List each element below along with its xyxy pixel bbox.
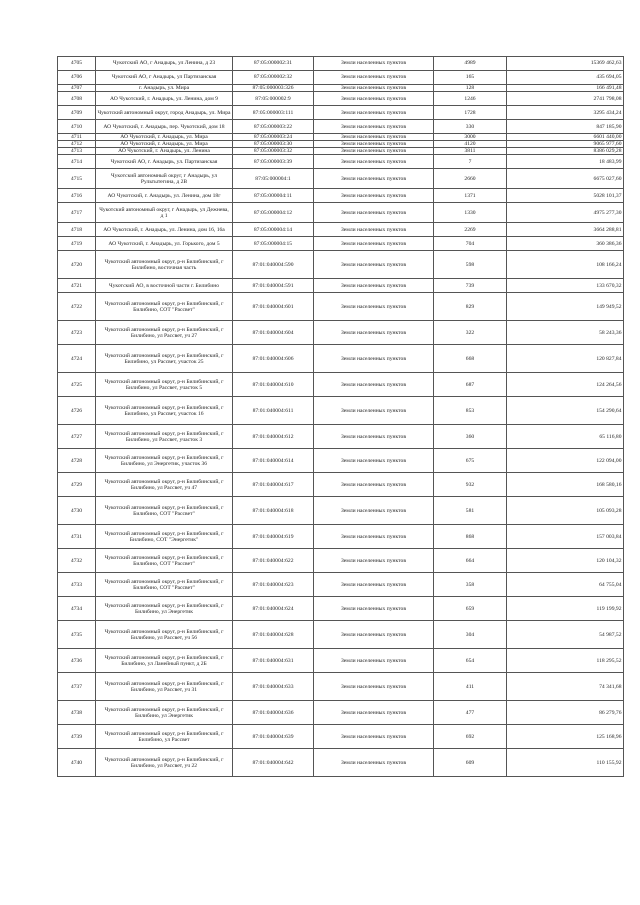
cell-area: 411 <box>434 673 507 701</box>
table-row <box>58 92 624 106</box>
cell-cadastral-value: 120 104,32 <box>507 549 624 573</box>
table-row <box>58 141 624 148</box>
cell-cadastral-number: 87:01:040004:633 <box>233 673 314 701</box>
cell-cadastral-number: 87:01:040004:591 <box>233 279 314 293</box>
cell-address: Чукотский автономный округ, р-н Билибинский, г Билибино, ул Ланейный пункт, д 2Б <box>96 649 233 673</box>
cell-row-number: 4731 <box>58 525 96 549</box>
cell-row-number: 4722 <box>58 293 96 321</box>
table-row <box>58 397 624 425</box>
cell-address: Чукотский АО, г Анадырь, ул Ленина, д 23 <box>96 57 233 71</box>
cell-address: Чукотский автономный округ, р-н Билибинский, г Билибино, ул Энергетик, участок 36 <box>96 449 233 473</box>
cell-land-category: Земли населенных пунктов <box>314 573 434 597</box>
cell-address: Чукотский автономный округ, р-н Билибинский, г Билибино, ул Рассвет, участок 5 <box>96 373 233 397</box>
cell-cadastral-number: 87:01:040004:642 <box>233 749 314 777</box>
cell-land-category: Земли населенных пунктов <box>314 345 434 373</box>
cell-area: 4989 <box>434 57 507 71</box>
cell-land-category: Земли населенных пунктов <box>314 203 434 223</box>
cell-area: 868 <box>434 525 507 549</box>
cell-cadastral-value: 133 670,32 <box>507 279 624 293</box>
cell-cadastral-value: 86 279,76 <box>507 701 624 725</box>
cell-cadastral-value: 119 199,92 <box>507 597 624 621</box>
cell-land-category: Земли населенных пунктов <box>314 425 434 449</box>
cell-area: 675 <box>434 449 507 473</box>
cell-row-number: 4725 <box>58 373 96 397</box>
cell-row-number: 4715 <box>58 169 96 189</box>
cell-cadastral-number: 87:01:040004:611 <box>233 397 314 425</box>
cell-area: 704 <box>434 237 507 251</box>
cell-land-category: Земли населенных пунктов <box>314 223 434 237</box>
table-row <box>58 134 624 141</box>
cell-land-category: Земли населенных пунктов <box>314 134 434 141</box>
table-row <box>58 189 624 203</box>
table-row <box>58 621 624 649</box>
cell-address: АО Чукотский, г. Анадырь, ул. Мира <box>96 134 233 141</box>
registry-table-body <box>58 57 624 777</box>
cell-land-category: Земли населенных пунктов <box>314 141 434 148</box>
cell-cadastral-number: 87:01:040004:601 <box>233 293 314 321</box>
cell-cadastral-value: 118 295,52 <box>507 649 624 673</box>
cell-cadastral-value: 4975 277,30 <box>507 203 624 223</box>
cell-area: 692 <box>434 725 507 749</box>
cell-area: 128 <box>434 85 507 92</box>
cell-cadastral-number: 87:05:000003:30 <box>233 141 314 148</box>
table-row <box>58 473 624 497</box>
cell-land-category: Земли населенных пунктов <box>314 189 434 203</box>
cell-row-number: 4737 <box>58 673 96 701</box>
cell-land-category: Земли населенных пунктов <box>314 92 434 106</box>
cell-area: 2660 <box>434 169 507 189</box>
cell-address: Чукотский автономный округ, р-н Билибинский, г Билибино, ул Рассвет <box>96 725 233 749</box>
cell-cadastral-value: 149 949,52 <box>507 293 624 321</box>
cell-row-number: 4732 <box>58 549 96 573</box>
cell-land-category: Земли населенных пунктов <box>314 621 434 649</box>
cell-address: Чукотский автономный округ, р-н Билибинский, г Билибино, ул Рассвет, уч 47 <box>96 473 233 497</box>
cell-cadastral-number: 87:05:000004:15 <box>233 237 314 251</box>
cell-row-number: 4719 <box>58 237 96 251</box>
cell-land-category: Земли населенных пунктов <box>314 373 434 397</box>
cell-land-category: Земли населенных пунктов <box>314 597 434 621</box>
cell-land-category: Земли населенных пунктов <box>314 397 434 425</box>
table-row <box>58 725 624 749</box>
cell-cadastral-number: 87:05:000003:32 <box>233 148 314 155</box>
cell-area: 304 <box>434 621 507 649</box>
cell-area: 609 <box>434 749 507 777</box>
cell-cadastral-value: 125 168,96 <box>507 725 624 749</box>
cell-land-category: Земли населенных пунктов <box>314 701 434 725</box>
cell-cadastral-value: 6675 027,60 <box>507 169 624 189</box>
cell-area: 659 <box>434 597 507 621</box>
cell-cadastral-number: 87:05:000004:1 <box>233 169 314 189</box>
cell-cadastral-value: 166 491,48 <box>507 85 624 92</box>
cell-land-category: Земли населенных пунктов <box>314 473 434 497</box>
cell-cadastral-number: 87:01:040004:612 <box>233 425 314 449</box>
cell-area: 330 <box>434 120 507 134</box>
cell-address: Чукотский автономный округ, р-н Билибинский, г Билибино, ул Рассвет, участок 3 <box>96 425 233 449</box>
cell-cadastral-number: 87:05:000004:11 <box>233 189 314 203</box>
cell-land-category: Земли населенных пунктов <box>314 525 434 549</box>
cell-cadastral-value: 110 155,92 <box>507 749 624 777</box>
cell-land-category: Земли населенных пунктов <box>314 749 434 777</box>
cell-row-number: 4707 <box>58 85 96 92</box>
table-row <box>58 71 624 85</box>
cell-area: 654 <box>434 649 507 673</box>
cell-row-number: 4726 <box>58 397 96 425</box>
table-row <box>58 497 624 525</box>
cell-cadastral-number: 87:01:040004:623 <box>233 573 314 597</box>
cell-address: Чукотский автономный округ, р-н Билибинский, г Билибино, ул Рассвет, участок 25 <box>96 345 233 373</box>
cell-row-number: 4708 <box>58 92 96 106</box>
table-row <box>58 203 624 223</box>
cell-area: 4120 <box>434 141 507 148</box>
cell-row-number: 4736 <box>58 649 96 673</box>
cell-address: АО Чукотский, г. Анадырь, ул. Ленина <box>96 148 233 155</box>
cell-cadastral-number: 87:01:040004:604 <box>233 321 314 345</box>
cell-row-number: 4709 <box>58 106 96 120</box>
land-registry-table <box>57 56 624 777</box>
cell-row-number: 4706 <box>58 71 96 85</box>
cell-cadastral-value: 8386 029,28 <box>507 148 624 155</box>
cell-area: 853 <box>434 397 507 425</box>
cell-cadastral-value: 435 694,05 <box>507 71 624 85</box>
cell-row-number: 4729 <box>58 473 96 497</box>
cell-row-number: 4728 <box>58 449 96 473</box>
cell-address: Чукотский автономный округ, р-н Билибинский, г Билибино, СОТ "Рассвет" <box>96 293 233 321</box>
cell-address: АО Чукотский, г. Анадырь, ул. Ленина, дом 16, 16а <box>96 223 233 237</box>
cell-cadastral-number: 87:01:040004:619 <box>233 525 314 549</box>
cell-cadastral-number: 87:01:040004:636 <box>233 701 314 725</box>
cell-cadastral-number: 87:01:040004:618 <box>233 497 314 525</box>
cell-row-number: 4724 <box>58 345 96 373</box>
table-row <box>58 449 624 473</box>
cell-address: Чукотский автономный округ, р-н Билибинский, г Билибино, ул Рассвет, уч 31 <box>96 673 233 701</box>
cell-land-category: Земли населенных пунктов <box>314 649 434 673</box>
cell-land-category: Земли населенных пунктов <box>314 120 434 134</box>
table-row <box>58 223 624 237</box>
table-row <box>58 321 624 345</box>
cell-area: 360 <box>434 425 507 449</box>
cell-land-category: Земли населенных пунктов <box>314 725 434 749</box>
table-row <box>58 148 624 155</box>
cell-cadastral-value: 3295 434,24 <box>507 106 624 120</box>
table-row <box>58 701 624 725</box>
cell-area: 581 <box>434 497 507 525</box>
cell-address: АО Чукотский, г. Анадырь, ул. Ленина, дом 18г <box>96 189 233 203</box>
cell-cadastral-value: 74 341,68 <box>507 673 624 701</box>
cell-address: Чукотский автономный округ, р-н Билибинский, г Билибино, СОТ "Рассвет" <box>96 549 233 573</box>
cell-address: АО Чукотский, г. Анадырь, ул. Мира <box>96 141 233 148</box>
cell-area: 687 <box>434 373 507 397</box>
cell-area: 3811 <box>434 148 507 155</box>
cell-cadastral-value: 108 166,24 <box>507 251 624 279</box>
table-row <box>58 106 624 120</box>
cell-cadastral-number: 87:01:040004:639 <box>233 725 314 749</box>
cell-row-number: 4710 <box>58 120 96 134</box>
table-row <box>58 549 624 573</box>
cell-area: 477 <box>434 701 507 725</box>
cell-cadastral-number: 87:01:040004:622 <box>233 549 314 573</box>
cell-cadastral-number: 87:01:040004:614 <box>233 449 314 473</box>
cell-land-category: Земли населенных пунктов <box>314 321 434 345</box>
table-row <box>58 155 624 169</box>
cell-address: Чукотский автономный округ, г Анадырь, ул Дежнева, д 1 <box>96 203 233 223</box>
cell-land-category: Земли населенных пунктов <box>314 549 434 573</box>
cell-cadastral-value: 157 003,84 <box>507 525 624 549</box>
cell-cadastral-number: 87:05:000004:12 <box>233 203 314 223</box>
cell-cadastral-number: 87:05:000004:14 <box>233 223 314 237</box>
cell-land-category: Земли населенных пунктов <box>314 497 434 525</box>
cell-row-number: 4705 <box>58 57 96 71</box>
cell-row-number: 4738 <box>58 701 96 725</box>
cell-land-category: Земли населенных пунктов <box>314 85 434 92</box>
registry-sheet <box>57 56 623 777</box>
cell-cadastral-value: 105 093,28 <box>507 497 624 525</box>
cell-address: Чукотский автономный округ, р-н Билибинский, г Билибино, ул Рассвет, уч 27 <box>96 321 233 345</box>
cell-row-number: 4727 <box>58 425 96 449</box>
cell-row-number: 4721 <box>58 279 96 293</box>
cell-address: Чукотский автономный округ, г Анадырь, ул Рультытегина, д 2В <box>96 169 233 189</box>
cell-area: 829 <box>434 293 507 321</box>
cell-cadastral-number: 87:05:000002:9 <box>233 92 314 106</box>
table-row <box>58 649 624 673</box>
cell-address: АО Чукотский, г. Анадырь, ул. Ленина, дом 9 <box>96 92 233 106</box>
cell-cadastral-value: 5028 101,37 <box>507 189 624 203</box>
cell-land-category: Земли населенных пунктов <box>314 57 434 71</box>
cell-address: АО Чукотский, г. Анадырь, пер. Чукотский, дом 18 <box>96 120 233 134</box>
cell-row-number: 4734 <box>58 597 96 621</box>
cell-address: Чукотский автономный округ, р-н Билибинский, г Билибино, ул Рассвет, участок 16 <box>96 397 233 425</box>
cell-row-number: 4712 <box>58 141 96 148</box>
cell-land-category: Земли населенных пунктов <box>314 106 434 120</box>
cell-area: 7 <box>434 155 507 169</box>
cell-cadastral-value: 6601 440,00 <box>507 134 624 141</box>
cell-area: 668 <box>434 345 507 373</box>
table-row <box>58 120 624 134</box>
table-row <box>58 251 624 279</box>
cell-land-category: Земли населенных пунктов <box>314 279 434 293</box>
cell-cadastral-number: 87:01:040004:631 <box>233 649 314 673</box>
table-row <box>58 597 624 621</box>
cell-address: АО Чукотский, г. Анадырь, ул. Горького, дом 5 <box>96 237 233 251</box>
cell-cadastral-number: 87:05:000003:326 <box>233 85 314 92</box>
cell-area: 739 <box>434 279 507 293</box>
table-row <box>58 373 624 397</box>
cell-land-category: Земли населенных пунктов <box>314 251 434 279</box>
cell-cadastral-number: 87:01:040004:590 <box>233 251 314 279</box>
cell-cadastral-value: 120 827,84 <box>507 345 624 373</box>
cell-area: 598 <box>434 251 507 279</box>
cell-row-number: 4717 <box>58 203 96 223</box>
cell-row-number: 4713 <box>58 148 96 155</box>
table-row <box>58 293 624 321</box>
cell-cadastral-number: 87:01:040004:610 <box>233 373 314 397</box>
cell-cadastral-number: 87:01:040004:628 <box>233 621 314 649</box>
cell-row-number: 4718 <box>58 223 96 237</box>
cell-cadastral-value: 64 755,04 <box>507 573 624 597</box>
cell-area: 1330 <box>434 203 507 223</box>
cell-cadastral-value: 847 185,90 <box>507 120 624 134</box>
cell-area: 2269 <box>434 223 507 237</box>
cell-land-category: Земли населенных пунктов <box>314 155 434 169</box>
cell-address: г. Анадырь, ул. Мира <box>96 85 233 92</box>
cell-cadastral-number: 87:01:040004:624 <box>233 597 314 621</box>
cell-area: 1371 <box>434 189 507 203</box>
cell-land-category: Земли населенных пунктов <box>314 449 434 473</box>
table-row <box>58 749 624 777</box>
table-row <box>58 345 624 373</box>
cell-land-category: Земли населенных пунктов <box>314 169 434 189</box>
cell-cadastral-number: 87:05:000003:22 <box>233 120 314 134</box>
cell-address: Чукотский автономный округ, р-н Билибинский, г Билибино, ул Рассвет, уч 56 <box>96 621 233 649</box>
cell-cadastral-value: 168 580,16 <box>507 473 624 497</box>
cell-row-number: 4720 <box>58 251 96 279</box>
table-row <box>58 573 624 597</box>
cell-address: Чукотский АО, г Анадырь, ул Партизанская <box>96 71 233 85</box>
table-row <box>58 525 624 549</box>
cell-area: 1246 <box>434 92 507 106</box>
cell-cadastral-value: 18 483,99 <box>507 155 624 169</box>
table-row <box>58 169 624 189</box>
cell-area: 322 <box>434 321 507 345</box>
cell-cadastral-number: 87:05:000002:32 <box>233 71 314 85</box>
cell-cadastral-value: 54 987,52 <box>507 621 624 649</box>
table-row <box>58 425 624 449</box>
cell-address: Чукотский автономный округ, р-н Билибинский, г Билибино, СОТ "Энергетик" <box>96 525 233 549</box>
cell-row-number: 4716 <box>58 189 96 203</box>
table-row <box>58 237 624 251</box>
cell-cadastral-value: 65 116,80 <box>507 425 624 449</box>
cell-cadastral-number: 87:05:000003:24 <box>233 134 314 141</box>
cell-address: Чукотский автономный округ, р-н Билибинский, г Билибино, СОТ "Рассвет" <box>96 497 233 525</box>
cell-cadastral-value: 124 264,56 <box>507 373 624 397</box>
cell-cadastral-value: 360 386,36 <box>507 237 624 251</box>
table-row <box>58 57 624 71</box>
cell-row-number: 4735 <box>58 621 96 649</box>
cell-cadastral-number: 87:05:000003:111 <box>233 106 314 120</box>
cell-land-category: Земли населенных пунктов <box>314 673 434 701</box>
cell-cadastral-value: 154 290,64 <box>507 397 624 425</box>
cell-row-number: 4739 <box>58 725 96 749</box>
cell-area: 1728 <box>434 106 507 120</box>
cell-address: Чукотский автономный округ, р-н Билибинский, г Билибино, ул Рассвет, уч 22 <box>96 749 233 777</box>
cell-cadastral-number: 87:01:040004:617 <box>233 473 314 497</box>
cell-row-number: 4733 <box>58 573 96 597</box>
cell-cadastral-value: 122 094,00 <box>507 449 624 473</box>
cell-area: 3000 <box>434 134 507 141</box>
cell-cadastral-value: 15369 462,63 <box>507 57 624 71</box>
cell-area: 358 <box>434 573 507 597</box>
cell-cadastral-value: 58 243,36 <box>507 321 624 345</box>
table-row <box>58 85 624 92</box>
cell-land-category: Земли населенных пунктов <box>314 148 434 155</box>
cell-area: 932 <box>434 473 507 497</box>
cell-address: Чукотский автономный округ, р-н Билибинский, г Билибино, восточная часть <box>96 251 233 279</box>
table-row <box>58 673 624 701</box>
cell-cadastral-value: 3664 288,81 <box>507 223 624 237</box>
cell-area: 165 <box>434 71 507 85</box>
cell-cadastral-value: 9065 977,60 <box>507 141 624 148</box>
cell-cadastral-value: 2741 798,08 <box>507 92 624 106</box>
cell-address: Чукотский АО, г. Анадырь, ул. Партизанская <box>96 155 233 169</box>
cell-address: Чукотский автономный округ, р-н Билибинский, г Билибино, ул Энергетик <box>96 597 233 621</box>
cell-address: Чукотский АО, в восточной части г. Билибино <box>96 279 233 293</box>
cell-land-category: Земли населенных пунктов <box>314 71 434 85</box>
cell-row-number: 4711 <box>58 134 96 141</box>
cell-row-number: 4723 <box>58 321 96 345</box>
cell-row-number: 4714 <box>58 155 96 169</box>
table-row <box>58 279 624 293</box>
cell-cadastral-number: 87:05:000002:31 <box>233 57 314 71</box>
cell-area: 664 <box>434 549 507 573</box>
cell-address: Чукотский автономный округ, город Анадырь, ул. Мира <box>96 106 233 120</box>
cell-cadastral-number: 87:01:040004:606 <box>233 345 314 373</box>
cell-row-number: 4740 <box>58 749 96 777</box>
cell-cadastral-number: 87:05:000003:39 <box>233 155 314 169</box>
cell-row-number: 4730 <box>58 497 96 525</box>
cell-land-category: Земли населенных пунктов <box>314 237 434 251</box>
cell-address: Чукотский автономный округ, р-н Билибинский, г Билибино, ул Энергетик <box>96 701 233 725</box>
cell-address: Чукотский автономный округ, р-н Билибинский, г Билибино, СОТ "Рассвет" <box>96 573 233 597</box>
cell-land-category: Земли населенных пунктов <box>314 293 434 321</box>
